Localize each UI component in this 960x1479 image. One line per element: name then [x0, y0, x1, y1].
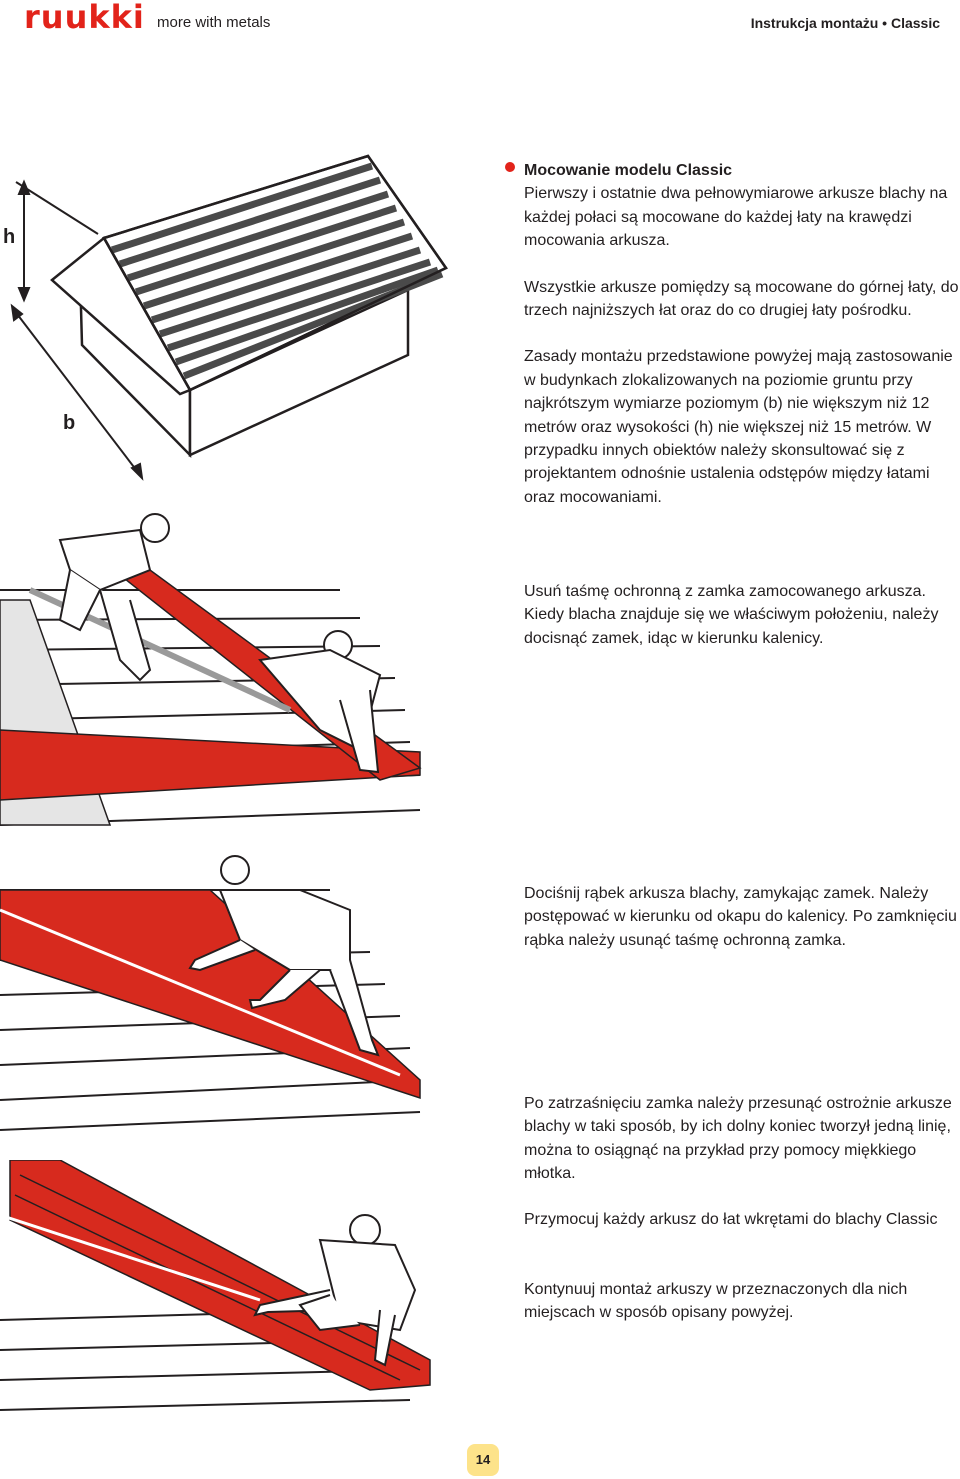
- document-title: Instrukcja montażu • Classic: [750, 15, 940, 31]
- illustration-press-seam: [0, 850, 440, 1135]
- step-4-text: Przymocuj każdy arkusz do łat wkrętami do blachy Classic: [524, 1211, 938, 1228]
- section-paragraph-1: Pierwszy i ostatnie dwa pełnowymiarowe arkusze blachy na każdej połaci są mocowane do każdej łaty na krawędzi mocowania arkusza.: [524, 185, 948, 250]
- height-label: h: [3, 226, 16, 248]
- step-1-text: Usuń taśmę ochronną z zamka zamocowanego arkusza. Kiedy blacha znajduje się we właściwym położeniu, należy docisnąć zamek, idąc w kierunku kalenicy.: [524, 583, 939, 647]
- width-label: b: [63, 412, 76, 434]
- section-bullet: [505, 162, 515, 172]
- step-3-text: Po zatrzaśnięciu zamka należy przesunąć ostrożnie arkusze blachy w taki sposób, by ich dolny koniec tworzył jedną linię, można to osiągnąć na przykład przy pomocy miękkiego młotka.: [524, 1095, 952, 1183]
- illustration-align-sheets: [0, 1160, 440, 1415]
- house-dimension-diagram: [0, 150, 470, 490]
- section-title: Mocowanie modelu Classic: [524, 162, 733, 179]
- illustration-remove-tape: [0, 500, 440, 830]
- step-5-text: Kontynuuj montaż arkuszy w przeznaczonych dla nich miejscach w sposób opisany powyżej.: [524, 1281, 908, 1322]
- section-block: [524, 159, 960, 509]
- page-number-badge: 14: [467, 1444, 499, 1476]
- tagline: more with metals: [157, 14, 271, 31]
- section-paragraph-2: Wszystkie arkusze pomiędzy są mocowane do górnej łaty, do trzech najniższych łat oraz do co drugiej łaty pośrodku.: [524, 278, 959, 320]
- step-2-text: Dociśnij rąbek arkusza blachy, zamykając zamek. Należy postępować w kierunku od okapu do kalenicy. Po zamknięciu rąbka należy usunąć taśmę ochronną zamka.: [524, 885, 957, 949]
- section-paragraph-3: Zasady montażu przedstawione powyżej mają zastosowanie w budynkach zlokalizowanych na poziomie gruntu przy najkrótszym wymiarze poziomym (b) nie większym niż 12 metrów oraz wysokości (h) nie większej niż 15 metrów. W przypadku innych obiektów należy skonsultować się z projektantem odnośnie ustalenia odstępów między łatami oraz mocowaniami.: [524, 348, 953, 506]
- ruukki-logo: ruukki: [24, 0, 145, 36]
